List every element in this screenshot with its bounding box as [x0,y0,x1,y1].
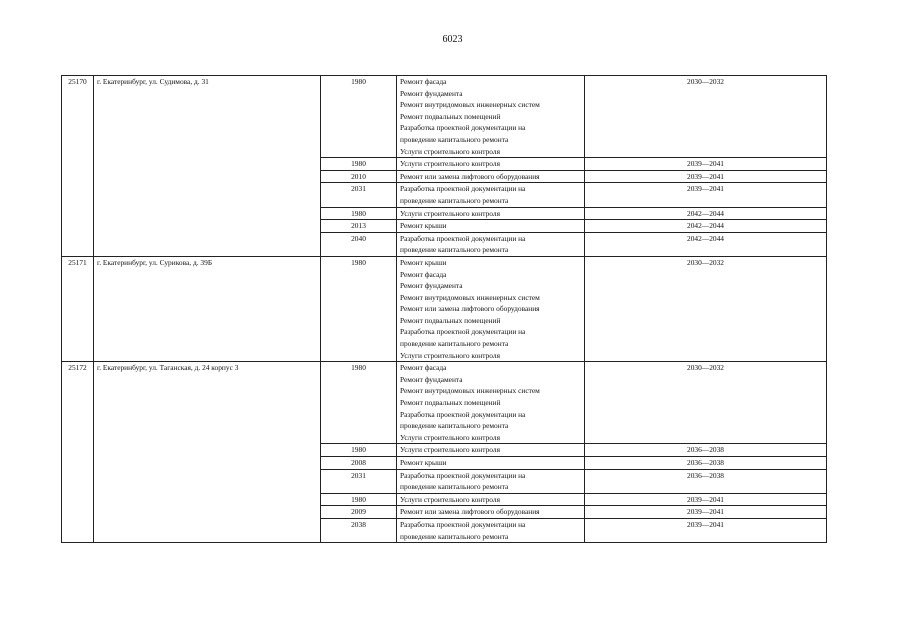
work-item: Услуги строительного контроля [400,159,500,169]
commissioning-year: 1980 [321,444,397,457]
work-item: Ремонт фундамента [400,281,463,291]
capital-repair-table [61,75,827,543]
commissioning-year: 2031 [321,183,397,207]
work-item: проведение капитального ремонта [400,531,509,541]
work-item: Ремонт крыши [400,458,447,467]
table-body [62,76,827,543]
table-row [62,256,827,361]
works-list [397,457,585,470]
planned-period: 2039—2041 [585,158,827,171]
planned-period: 2036—2038 [585,457,827,470]
works-list [397,158,585,171]
work-item: Ремонт фасада [400,77,447,86]
commissioning-year: 2009 [321,506,397,519]
work-item: Услуги строительного контроля [400,208,500,218]
planned-period: 2039—2041 [585,183,827,207]
works-list [397,232,585,256]
commissioning-year: 1980 [321,362,397,444]
planned-period: 2042—2044 [585,220,827,233]
building-id: 25172 [62,362,94,543]
commissioning-year: 1980 [321,256,397,361]
work-item: Разработка проектной документации на [400,409,526,419]
commissioning-year: 2040 [321,232,397,256]
page-number: 6023 [442,34,463,45]
commissioning-year: 2010 [321,170,397,183]
commissioning-year: 2031 [321,469,397,493]
work-item: Ремонт фасада [400,269,447,279]
works-list [397,220,585,233]
works-list [397,444,585,457]
planned-period: 2030—2032 [585,362,827,444]
works-list [397,256,585,361]
commissioning-year: 2008 [321,457,397,470]
planned-period: 2036—2038 [585,469,827,493]
table-row [62,362,827,444]
work-item: Ремонт крыши [400,257,447,267]
work-item: Ремонт внутридомовых инженерных систем [400,100,540,110]
work-item: Ремонт фундамента [400,88,463,98]
planned-period: 2036—2038 [585,444,827,457]
building-id: 25171 [62,256,94,361]
works-list [397,506,585,519]
work-item: Ремонт подвальных помещений [400,315,501,325]
building-address: г. Екатеринбург, ул. Таганская, д. 24 корпус 3 [94,362,321,543]
work-item: Услуги строительного контроля [400,494,500,504]
commissioning-year: 1980 [321,76,397,158]
work-item: Разработка проектной документации на [400,470,526,480]
planned-period: 2039—2041 [585,493,827,506]
planned-period: 2042—2044 [585,232,827,256]
work-item: Разработка проектной документации на [400,327,526,337]
works-list [397,207,585,220]
work-item: Ремонт или замена лифтового оборудования [400,304,540,314]
planned-period: 2030—2032 [585,76,827,158]
commissioning-year: 1980 [321,207,397,220]
work-item: Услуги строительного контроля [400,432,500,442]
work-item: Услуги строительного контроля [400,350,500,360]
planned-period: 2039—2041 [585,518,827,542]
work-item: проведение капитального ремонта [400,195,509,205]
work-item: Ремонт или замена лифтового оборудования [400,507,540,517]
building-id: 25170 [62,76,94,257]
work-item: проведение капитального ремонта [400,134,509,144]
work-item: Услуги строительного контроля [400,146,500,156]
work-item: проведение капитального ремонта [400,339,509,349]
work-item: Ремонт или замена лифтового оборудования [400,171,540,181]
commissioning-year: 1980 [321,493,397,506]
commissioning-year: 2038 [321,518,397,542]
work-item: Ремонт подвальных помещений [400,111,501,121]
work-item: Ремонт фундамента [400,374,463,384]
building-address: г. Екатеринбург, ул. Судимова, д. 31 [94,76,321,257]
table-row [62,76,827,158]
work-item: Ремонт крыши [400,221,447,231]
works-list [397,469,585,493]
work-item: Ремонт подвальных помещений [400,398,501,408]
work-item: проведение капитального ремонта [400,421,509,431]
planned-period: 2030—2032 [585,256,827,361]
work-item: проведение капитального ремонта [400,482,509,492]
building-address: г. Екатеринбург, ул. Сурикова, д. 39Б [94,256,321,361]
planned-period: 2039—2041 [585,170,827,183]
works-list [397,76,585,158]
work-item: Услуги строительного контроля [400,445,500,455]
commissioning-year: 1980 [321,158,397,171]
work-item: Ремонт фасада [400,363,447,373]
works-list [397,170,585,183]
work-item: Разработка проектной документации на [400,233,526,243]
work-item: проведение капитального ремонта [400,245,509,255]
works-list [397,362,585,444]
work-item: Разработка проектной документации на [400,123,526,133]
planned-period: 2042—2044 [585,207,827,220]
work-item: Ремонт внутридомовых инженерных систем [400,386,540,396]
work-item: Ремонт внутридомовых инженерных систем [400,292,540,302]
commissioning-year: 2013 [321,220,397,233]
works-list [397,518,585,542]
work-item: Разработка проектной документации на [400,519,526,529]
planned-period: 2039—2041 [585,506,827,519]
works-list [397,183,585,207]
work-item: Разработка проектной документации на [400,184,526,194]
works-list [397,493,585,506]
